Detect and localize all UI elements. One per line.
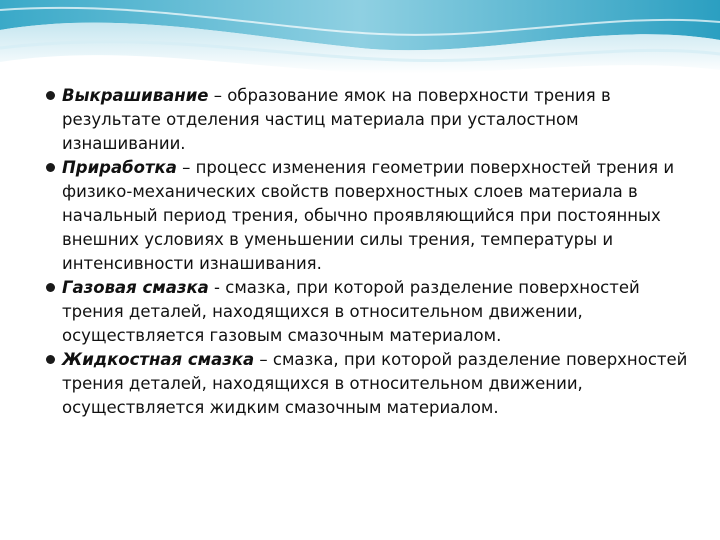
list-item xyxy=(46,276,696,348)
list-item xyxy=(46,84,696,156)
term-text: Газовая смазка xyxy=(62,278,209,297)
definition-text: - смазка, при которой разделение поверхностей трения деталей, находящихся в относительном движении, осуществляется газовым смазочным материалом. xyxy=(62,278,640,345)
list-item xyxy=(46,348,696,420)
bullet-icon xyxy=(46,355,55,364)
term-text: Жидкостная смазка xyxy=(62,350,255,369)
bullet-list xyxy=(46,84,696,420)
bullet-icon xyxy=(46,163,55,172)
list-item xyxy=(46,156,696,276)
bullet-icon xyxy=(46,283,55,292)
header-wave-decoration xyxy=(0,0,720,90)
definition-text: – процесс изменения геометрии поверхностей трения и физико-механических свойств поверхностных слоев материала в начальный период трения, обычно проявляющийся при постоянных внешних условиях в уменьшении силы трения, температуры и интенсивности изнашивания. xyxy=(62,158,675,273)
term-text: Приработка xyxy=(62,158,177,177)
definition-text: – образование ямок на поверхности трения в результате отделения частиц материала при усталостном изнашивании. xyxy=(62,86,611,153)
bullet-icon xyxy=(46,91,55,100)
definition-text: – смазка, при которой разделение поверхностей трения деталей, находящихся в относительном движении, осуществляется жидким смазочным материалом. xyxy=(62,350,688,417)
term-text: Выкрашивание xyxy=(62,86,209,105)
